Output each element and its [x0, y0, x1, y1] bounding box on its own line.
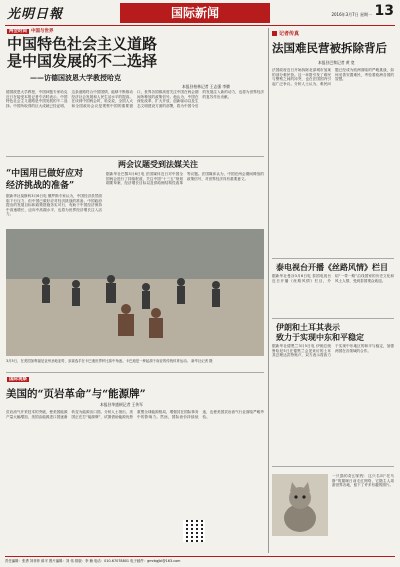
dateline: 2016年3月7日 星期一 [331, 12, 372, 17]
right-kicker: 记者传真 [272, 30, 299, 37]
divider [272, 258, 394, 259]
divider [6, 156, 264, 157]
feature-body: 一只猫的奇幻旅程：这只名叫“托马斯”的猫咪日前走红网络，它随主人周游世界各地，留下了许多有趣的照片。 [332, 474, 394, 488]
brief2-headline-line1: 伊朗和土耳其表示 [276, 322, 340, 332]
story2-headline-line1: “中国用已做好应对 [6, 169, 84, 179]
divider [272, 318, 394, 319]
bottom-kicker-tag: 国际观察 [9, 377, 27, 382]
news-photo-kabaddi [6, 229, 264, 356]
right-headline: 法国难民营被拆除背后 [272, 41, 387, 55]
column-divider [268, 28, 269, 553]
lead-kicker-text: 中国与世界 [31, 29, 54, 34]
right-body: 法国政府近日开始拆除北部城市加莱的部分难民营。这一举措引发了难民与警察之间的冲突，也在法国国内引起广泛争议。分析人士认为，难民问题已经成为欧洲面临的严峻挑战，如何妥善安置难民，考验着欧洲各国的智慧。 [272, 68, 394, 86]
lead-subhead: ——访德国波恩大学教授哈克 [30, 73, 121, 82]
masthead-logo: 光明日報 [7, 7, 64, 22]
lead-headline [7, 36, 257, 70]
cat-photo [272, 474, 328, 536]
lead-headline-line2: 是中国发展的不二选择 [7, 52, 158, 70]
section-title: 国际新闻 [120, 3, 270, 23]
lead-kicker [7, 28, 54, 34]
story3-headline: 两会议题受到法媒关注 [118, 159, 198, 169]
lead-kicker-tag: 两会时间 [9, 29, 27, 34]
masthead-rule [5, 25, 395, 26]
bottom-byline: 本报驻华盛顿记者 王传军 [100, 402, 143, 407]
divider [6, 372, 264, 373]
lead-byline: 本报驻柏林记者 王志强 李腾 [182, 84, 230, 89]
story3-body: 据新华社巴黎3月6日电 法国媒体近日对中国全国两会进行了持续报道，关注中国“十三五”规划纲要草案、经济增长目标以及供给侧结构性改革等议题。法国媒体认为，中国在两会期间释放的政策信号，对世界经济具有重要意义。 [106, 172, 264, 186]
footer-credits: 责任编辑：张勇 刘菲菲 薛平 图片编辑：刘 伟 排版：李 楠 电话：010-67078801 电子邮件：gmrbgjbl@163.com [5, 556, 395, 565]
bottom-headline: 美国的“页岩革命”与“能源牌” [6, 388, 146, 400]
right-byline: 本报驻巴黎记者 黄 宽 [318, 60, 355, 65]
brief1-headline: 泰电视台开播《丝路风情》栏目 [276, 262, 388, 272]
story2-body: 据新华社莫斯科3月6日电 俄罗斯专家认为，中国经济虽然面临下行压力，但中国已做好应对经济挑战的准备。中国政府提出的发展目标和政策措施务实可行，有助于中国经济保持中高速增长，迈向中高端水平，也将为世界经济增长注入活力。 [6, 194, 102, 217]
brief1-body: 据新华社曼谷3月6日电 泰国电视台近日开播《丝路风情》栏目，介绍“一带一路”沿线国家的历史文化和风土人情，受到泰国观众欢迎。 [272, 274, 394, 283]
lead-headline-line1: 中国特色社会主义道路 [7, 35, 158, 53]
qr-code-pattern [183, 520, 205, 542]
page-number: 13 [374, 3, 394, 19]
story2-headline-line2: 经济挑战的准备” [6, 181, 75, 191]
divider [272, 466, 394, 467]
bottom-kicker [7, 376, 31, 382]
photo-caption: 3月5日，在美国加利福尼亚州圣地亚哥，参赛选手在卡巴迪世界杯比赛中角逐。卡巴迪是一种起源于南亚的传统体育运动。 新华社记者 摄 [6, 359, 213, 363]
brief2-headline [276, 322, 364, 342]
bottom-body: 页岩油气开采技术的突破，使美国能源产量大幅增加，美国由能源进口国逐渐转变为能源出口国。分析人士指出，美国正在打“能源牌”，试图借助能源优势重塑全球能源格局，增强其在国际事务中的影响力。然而，国际油价持续低迷，也使美国页岩油气行业面临严峻考验。 [6, 410, 264, 419]
brief2-headline-line2: 致力于实现中东和平稳定 [276, 332, 364, 342]
square-bullet-icon [272, 31, 277, 36]
brief2-body: 据新华社德黑兰3月5日电 伊朗总统鲁哈尼5日在德黑兰会见来访的土耳其总理达武特奥卢，双方表示将致力于实现中东地区的和平与稳定，加强两国在各领域的合作。 [272, 344, 394, 358]
story2-headline [6, 168, 98, 192]
lead-body: 德国波恩大学教授、中国问题专家哈克近日在接受本报记者专访时表示，中国特色社会主义道路是中国发展的不二选择。中国所取得的巨大成就已经证明，这条道路符合中国国情，能够不断推动经济社会发展和人民生活水平的提高。在谈到中国两会时，哈克说，全国人大和全国政协会议是观察中国的重要窗口，世界各国都高度关注中国在两会期间所释放的政策信号。他认为，中国在深化改革、扩大开放、创新驱动以及生态文明建设方面的部署，将为中国今后的发展注入新的动力，也将为世界经济的复苏作出贡献。 [6, 90, 264, 108]
